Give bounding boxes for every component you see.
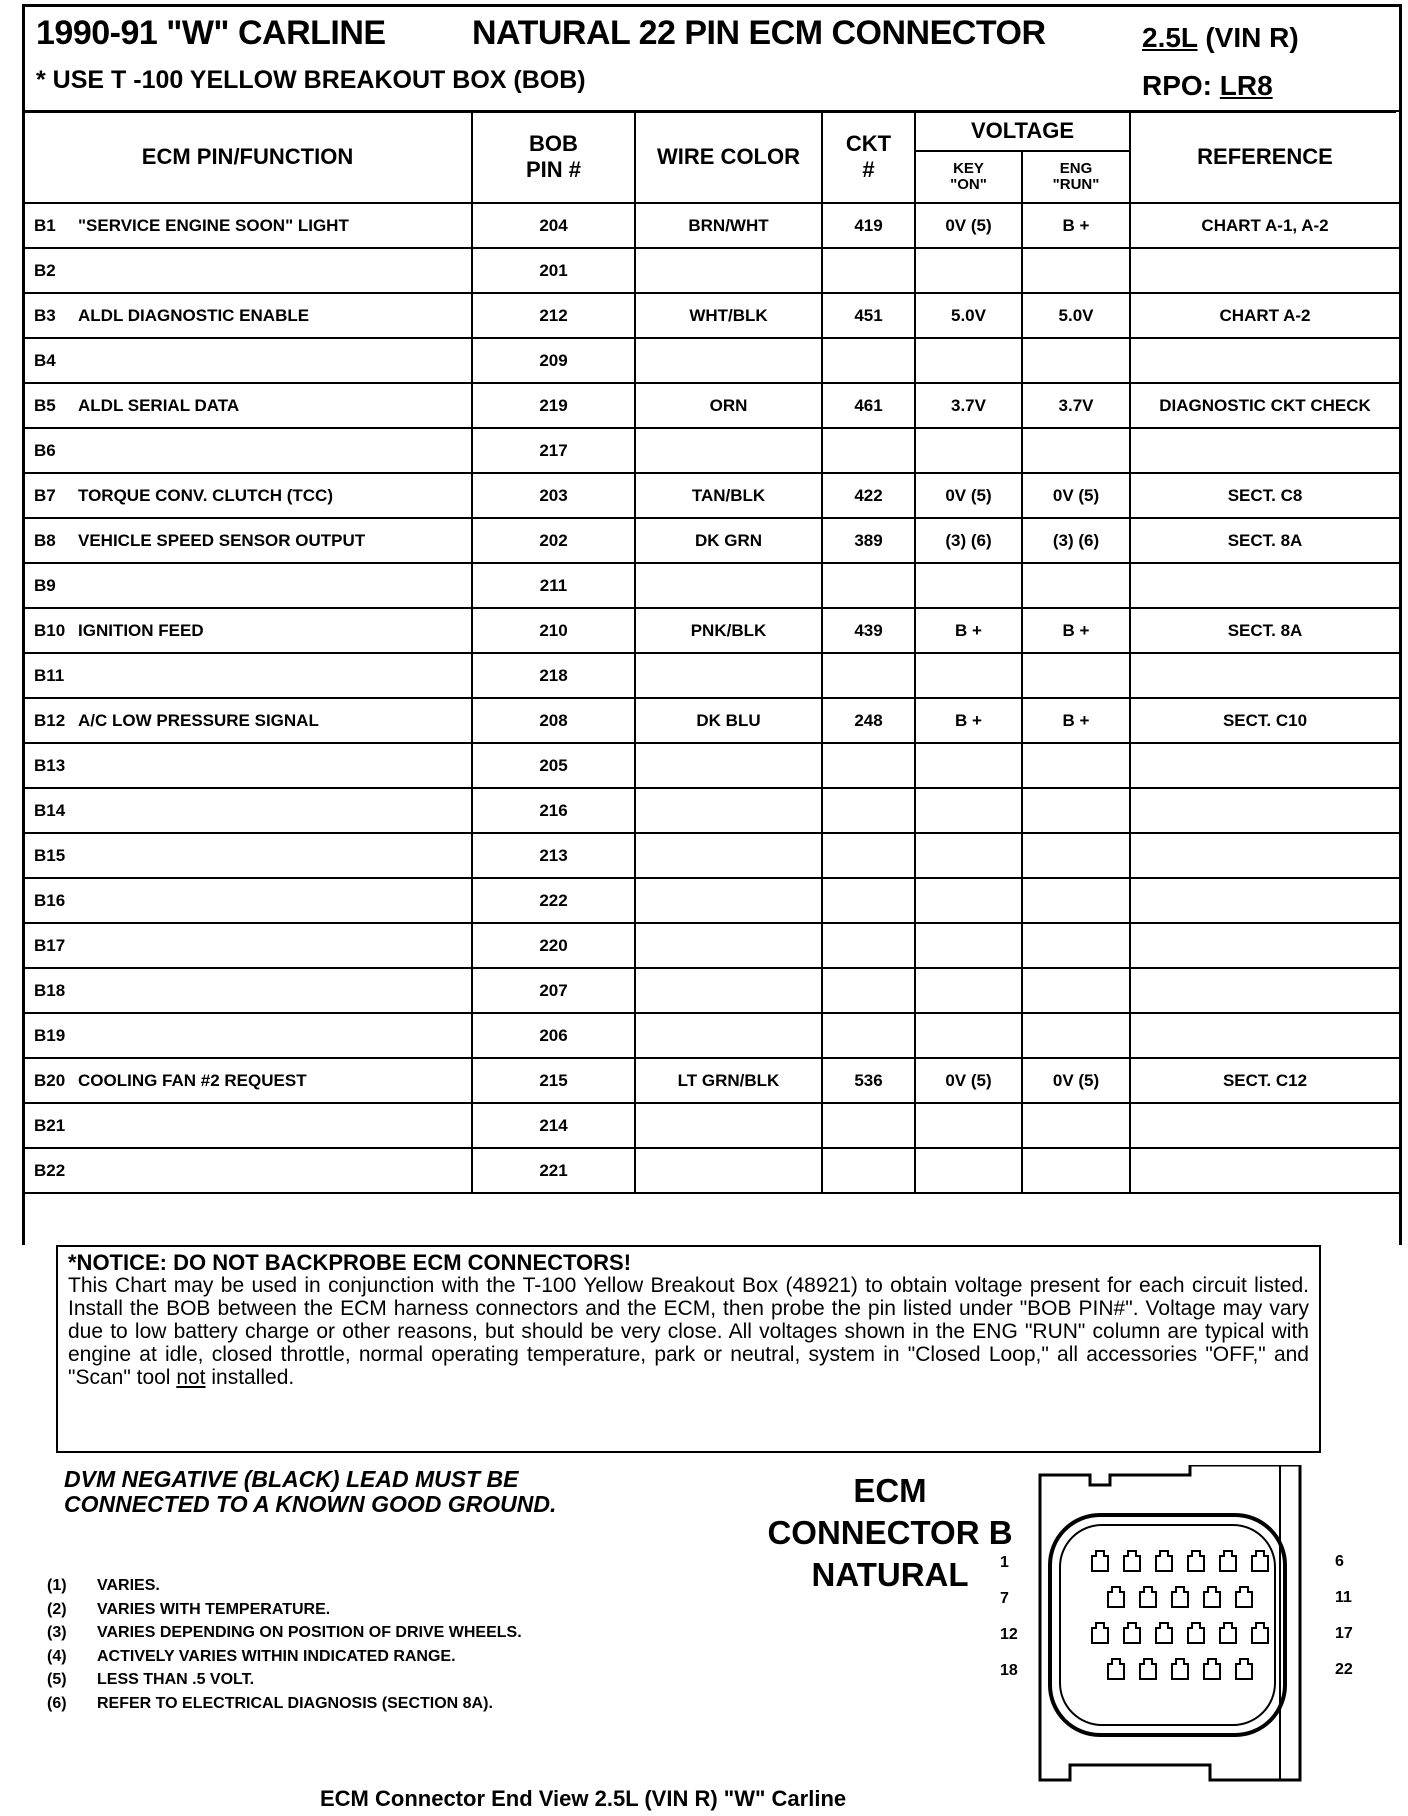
pin-table	[22, 110, 1401, 1194]
table-row	[23, 1058, 1400, 1103]
footnote: (2) VARIES WITH TEMPERATURE.	[47, 1600, 331, 1618]
cell-pin-function	[23, 248, 472, 293]
cell-ckt: 389	[822, 518, 915, 563]
pin-id: B17	[34, 935, 66, 955]
table-row	[23, 1013, 1400, 1058]
cell-ckt: 536	[822, 1058, 915, 1103]
pin-id: B10	[34, 620, 66, 640]
cell-run	[1022, 968, 1130, 1013]
col-function: ECM PIN/FUNCTION	[23, 111, 472, 203]
cell-pin-function	[23, 653, 472, 698]
connector-pin	[1172, 1587, 1188, 1607]
pin-function: "SERVICE ENGINE SOON" LIGHT	[78, 215, 349, 235]
pin-id: B21	[34, 1115, 66, 1135]
cell-key	[915, 338, 1022, 383]
cell-bob: 202	[472, 518, 635, 563]
cell-run: 3.7V	[1022, 383, 1130, 428]
cell-wire: DK BLU	[635, 698, 822, 743]
pin-id: B16	[34, 890, 66, 910]
cell-ref: CHART A-2	[1130, 293, 1400, 338]
table-row	[23, 1148, 1400, 1193]
pin-id: B22	[34, 1160, 66, 1180]
cell-wire: PNK/BLK	[635, 608, 822, 653]
cell-bob: 213	[472, 833, 635, 878]
pin-id: B13	[34, 755, 66, 775]
cell-bob: 222	[472, 878, 635, 923]
connector-pin	[1156, 1623, 1172, 1643]
col-key-on: KEY "ON"	[915, 151, 1022, 203]
cell-ref	[1130, 338, 1400, 383]
cell-pin-function	[23, 473, 472, 518]
cell-pin-function	[23, 1103, 472, 1148]
connector-pin	[1124, 1623, 1140, 1643]
cell-wire	[635, 878, 822, 923]
cell-wire: DK GRN	[635, 518, 822, 563]
cell-key	[915, 878, 1022, 923]
cell-key	[915, 248, 1022, 293]
cell-ref: SECT. C12	[1130, 1058, 1400, 1103]
cell-ckt	[822, 743, 915, 788]
vin-code: (VIN R)	[1205, 22, 1299, 53]
cell-ref	[1130, 248, 1400, 293]
title-connector: NATURAL 22 PIN ECM CONNECTOR	[472, 14, 1046, 52]
pin-label-left: 7	[1000, 1590, 1009, 1607]
table-row	[23, 383, 1400, 428]
cell-ckt	[822, 1148, 915, 1193]
pin-id: B3	[34, 305, 56, 325]
footnote: (5) LESS THAN .5 VOLT.	[47, 1671, 255, 1688]
cell-run	[1022, 743, 1130, 788]
connector-diagram	[980, 1465, 1320, 1785]
cell-bob: 219	[472, 383, 635, 428]
table-row	[23, 653, 1400, 698]
pin-function: TORQUE CONV. CLUTCH (TCC)	[78, 485, 333, 505]
cell-pin-function	[23, 1013, 472, 1058]
cell-run	[1022, 338, 1130, 383]
cell-ref: DIAGNOSTIC CKT CHECK	[1130, 383, 1400, 428]
col-wire-color: WIRE COLOR	[635, 111, 822, 203]
table-row	[23, 923, 1400, 968]
cell-ckt	[822, 1103, 915, 1148]
cell-run: 0V (5)	[1022, 473, 1130, 518]
cell-wire	[635, 338, 822, 383]
cell-bob: 209	[472, 338, 635, 383]
cell-run: 0V (5)	[1022, 1058, 1130, 1103]
cell-wire	[635, 788, 822, 833]
connector-pin	[1172, 1659, 1188, 1679]
cell-run	[1022, 1103, 1130, 1148]
table-row	[23, 608, 1400, 653]
table-body	[23, 203, 1400, 1193]
cell-ref	[1130, 563, 1400, 608]
col-bob-pin: BOB PIN #	[472, 111, 635, 203]
footnotes	[47, 1574, 522, 1715]
cell-wire: TAN/BLK	[635, 473, 822, 518]
connector-pin	[1108, 1659, 1124, 1679]
cell-ref	[1130, 833, 1400, 878]
connector-pin	[1204, 1659, 1220, 1679]
table-row	[23, 293, 1400, 338]
cell-pin-function	[23, 698, 472, 743]
cell-ref	[1130, 788, 1400, 833]
rpo	[1142, 70, 1273, 102]
connector-pin	[1236, 1587, 1252, 1607]
cell-bob: 201	[472, 248, 635, 293]
cell-bob: 208	[472, 698, 635, 743]
pin-id: B5	[34, 395, 56, 415]
cell-ref: SECT. 8A	[1130, 608, 1400, 653]
cell-pin-function	[23, 833, 472, 878]
pin-function: COOLING FAN #2 REQUEST	[78, 1070, 307, 1090]
cell-pin-function	[23, 1148, 472, 1193]
cell-pin-function	[23, 563, 472, 608]
cell-bob: 214	[472, 1103, 635, 1148]
pin-id: B2	[34, 260, 56, 280]
pin-id: B20	[34, 1070, 66, 1090]
cell-run	[1022, 1148, 1130, 1193]
cell-key	[915, 968, 1022, 1013]
table-row	[23, 968, 1400, 1013]
cell-ref	[1130, 1103, 1400, 1148]
footnote: (4) ACTIVELY VARIES WITHIN INDICATED RANGE.	[47, 1647, 456, 1665]
pin-id: B8	[34, 530, 56, 550]
pin-label-right: 11	[1335, 1589, 1352, 1606]
cell-key: B +	[915, 698, 1022, 743]
notice-box	[56, 1245, 1321, 1453]
cell-key: 0V (5)	[915, 473, 1022, 518]
pin-label-left: 12	[1000, 1626, 1018, 1643]
pin-function: ALDL DIAGNOSTIC ENABLE	[78, 305, 310, 325]
pin-function: A/C LOW PRESSURE SIGNAL	[78, 710, 319, 730]
cell-wire: WHT/BLK	[635, 293, 822, 338]
table-row	[23, 788, 1400, 833]
cell-ref	[1130, 923, 1400, 968]
cell-pin-function	[23, 203, 472, 248]
cell-pin-function	[23, 293, 472, 338]
connector-pin	[1092, 1623, 1108, 1643]
subtitle: * USE T -100 YELLOW BREAKOUT BOX (BOB)	[36, 66, 586, 94]
cell-pin-function	[23, 878, 472, 923]
cell-wire	[635, 653, 822, 698]
cell-run: B +	[1022, 698, 1130, 743]
cell-ckt	[822, 248, 915, 293]
cell-bob: 210	[472, 608, 635, 653]
cell-wire: LT GRN/BLK	[635, 1058, 822, 1103]
cell-ckt: 422	[822, 473, 915, 518]
cell-run: (3) (6)	[1022, 518, 1130, 563]
pin-id: B1	[34, 215, 56, 235]
cell-run: 5.0V	[1022, 293, 1130, 338]
cell-bob: 216	[472, 788, 635, 833]
cell-ckt	[822, 428, 915, 473]
connector-title: ECM CONNECTOR B NATURAL	[767, 1472, 1013, 1593]
connector-pin	[1220, 1551, 1236, 1571]
cell-run	[1022, 923, 1130, 968]
cell-pin-function	[23, 518, 472, 563]
pin-id: B7	[34, 485, 56, 505]
cell-ref: SECT. 8A	[1130, 518, 1400, 563]
cell-key	[915, 788, 1022, 833]
pin-id: B4	[34, 350, 56, 370]
cell-wire	[635, 923, 822, 968]
engine-size: 2.5L	[1142, 22, 1198, 53]
pin-id: B18	[34, 980, 66, 1000]
cell-run	[1022, 653, 1130, 698]
cell-pin-function	[23, 1058, 472, 1103]
connector-pin	[1108, 1587, 1124, 1607]
col-eng-run: ENG "RUN"	[1022, 151, 1130, 203]
connector-pin	[1204, 1587, 1220, 1607]
rpo-label: RPO:	[1142, 70, 1212, 101]
cell-ref	[1130, 1148, 1400, 1193]
cell-bob: 206	[472, 1013, 635, 1058]
connector-pin	[1124, 1551, 1140, 1571]
pin-label-right: 17	[1335, 1625, 1353, 1642]
connector-pin	[1140, 1587, 1156, 1607]
cell-ckt	[822, 563, 915, 608]
pin-id: B6	[34, 440, 56, 460]
pin-label-left: 1	[1000, 1554, 1009, 1571]
cell-bob: 207	[472, 968, 635, 1013]
dvm-warning: DVM NEGATIVE (BLACK) LEAD MUST BE CONNECTED TO A KNOWN GOOD GROUND.	[64, 1466, 557, 1517]
notice-heading: *NOTICE: DO NOT BACKPROBE ECM CONNECTORS!	[68, 1250, 632, 1275]
cell-bob: 217	[472, 428, 635, 473]
cell-pin-function	[23, 383, 472, 428]
cell-ckt	[822, 968, 915, 1013]
cell-pin-function	[23, 608, 472, 653]
caption: ECM Connector End View 2.5L (VIN R) "W" Carline	[320, 1786, 847, 1811]
cell-wire	[635, 1148, 822, 1193]
cell-ref	[1130, 878, 1400, 923]
pin-label-right: 6	[1335, 1553, 1344, 1570]
cell-ckt: 419	[822, 203, 915, 248]
pin-id: B11	[34, 665, 65, 685]
cell-key	[915, 428, 1022, 473]
cell-run: B +	[1022, 203, 1130, 248]
pin-id: B9	[34, 575, 56, 595]
cell-bob: 204	[472, 203, 635, 248]
col-ckt: CKT #	[822, 111, 915, 203]
title-carline: 1990-91 "W" CARLINE	[36, 14, 386, 52]
cell-wire: ORN	[635, 383, 822, 428]
col-reference: REFERENCE	[1130, 111, 1400, 203]
cell-ref	[1130, 1013, 1400, 1058]
pin-function: VEHICLE SPEED SENSOR OUTPUT	[78, 530, 366, 550]
cell-key	[915, 923, 1022, 968]
cell-pin-function	[23, 743, 472, 788]
engine-info	[1142, 22, 1299, 54]
cell-bob: 215	[472, 1058, 635, 1103]
table-row	[23, 698, 1400, 743]
table-row	[23, 338, 1400, 383]
table-row	[23, 473, 1400, 518]
cell-bob: 205	[472, 743, 635, 788]
connector-pin	[1188, 1623, 1204, 1643]
connector-pin	[1252, 1623, 1268, 1643]
cell-wire	[635, 833, 822, 878]
cell-wire: BRN/WHT	[635, 203, 822, 248]
connector-pin	[1252, 1551, 1268, 1571]
cell-ckt	[822, 833, 915, 878]
connector-pin	[1220, 1623, 1236, 1643]
cell-ckt	[822, 1013, 915, 1058]
cell-key	[915, 563, 1022, 608]
cell-bob: 203	[472, 473, 635, 518]
cell-ref	[1130, 428, 1400, 473]
cell-bob: 218	[472, 653, 635, 698]
cell-ckt	[822, 788, 915, 833]
table-row	[23, 203, 1400, 248]
cell-wire	[635, 563, 822, 608]
connector-pin	[1236, 1659, 1252, 1679]
cell-ref: CHART A-1, A-2	[1130, 203, 1400, 248]
connector-pin	[1188, 1551, 1204, 1571]
cell-wire	[635, 743, 822, 788]
cell-key	[915, 653, 1022, 698]
cell-key	[915, 1148, 1022, 1193]
connector-pin	[1140, 1659, 1156, 1679]
cell-key: 5.0V	[915, 293, 1022, 338]
cell-key: (3) (6)	[915, 518, 1022, 563]
pin-label-right: 22	[1335, 1661, 1353, 1678]
cell-ckt	[822, 653, 915, 698]
table-row	[23, 833, 1400, 878]
cell-wire	[635, 1103, 822, 1148]
pin-id: B12	[34, 710, 66, 730]
pin-function: IGNITION FEED	[78, 620, 204, 640]
cell-key	[915, 743, 1022, 788]
cell-key: B +	[915, 608, 1022, 653]
cell-bob: 221	[472, 1148, 635, 1193]
cell-ckt	[822, 878, 915, 923]
cell-run	[1022, 248, 1130, 293]
cell-ref	[1130, 743, 1400, 788]
cell-ckt: 451	[822, 293, 915, 338]
cell-ref: SECT. C10	[1130, 698, 1400, 743]
table-row	[23, 428, 1400, 473]
table-row	[23, 878, 1400, 923]
cell-wire	[635, 428, 822, 473]
connector-pin	[1156, 1551, 1172, 1571]
table-row	[23, 518, 1400, 563]
cell-pin-function	[23, 788, 472, 833]
cell-pin-function	[23, 968, 472, 1013]
footnote: (1) VARIES.	[47, 1577, 160, 1594]
cell-key	[915, 833, 1022, 878]
cell-run	[1022, 428, 1130, 473]
cell-ckt: 461	[822, 383, 915, 428]
pin-label-left: 18	[1000, 1662, 1018, 1679]
cell-pin-function	[23, 338, 472, 383]
cell-key	[915, 1013, 1022, 1058]
connector-pin	[1092, 1551, 1108, 1571]
cell-ckt	[822, 338, 915, 383]
cell-wire	[635, 968, 822, 1013]
cell-ref	[1130, 653, 1400, 698]
table-row	[23, 563, 1400, 608]
cell-ckt: 248	[822, 698, 915, 743]
notice-body: This Chart may be used in conjunction with the T-100 Yellow Breakout Box (48921) to obtain voltage present for each circuit listed. Install the BOB between the ECM harness connectors and the ECM, then probe the pin listed under "BOB PIN#". Voltage may vary due to low battery charge or other reasons, but should be very close. All voltages shown in the ENG "RUN" column are typical with engine at idle, closed throttle, normal operating temperature, park or neutral, system in "Closed Loop," all accessories "OFF," and "Scan" tool not installed.	[68, 1274, 1309, 1389]
cell-ref	[1130, 968, 1400, 1013]
cell-ckt	[822, 923, 915, 968]
cell-bob: 211	[472, 563, 635, 608]
cell-run	[1022, 878, 1130, 923]
footnote: (6) REFER TO ELECTRICAL DIAGNOSIS (SECTION 8A).	[47, 1694, 493, 1712]
cell-pin-function	[23, 923, 472, 968]
cell-ref: SECT. C8	[1130, 473, 1400, 518]
header	[22, 4, 1396, 113]
pin-id: B15	[34, 845, 66, 865]
cell-pin-function	[23, 428, 472, 473]
cell-wire	[635, 248, 822, 293]
cell-key: 0V (5)	[915, 1058, 1022, 1103]
footnote: (3) VARIES DEPENDING ON POSITION OF DRIVE WHEELS.	[47, 1624, 522, 1641]
cell-key: 0V (5)	[915, 203, 1022, 248]
pin-id: B14	[34, 800, 66, 820]
table-row	[23, 1103, 1400, 1148]
cell-bob: 212	[472, 293, 635, 338]
pin-function: ALDL SERIAL DATA	[78, 395, 240, 415]
cell-run: B +	[1022, 608, 1130, 653]
cell-run	[1022, 788, 1130, 833]
pin-id: B19	[34, 1025, 66, 1045]
cell-ckt: 439	[822, 608, 915, 653]
cell-key	[915, 1103, 1022, 1148]
table-row	[23, 248, 1400, 293]
cell-bob: 220	[472, 923, 635, 968]
cell-wire	[635, 1013, 822, 1058]
cell-run	[1022, 563, 1130, 608]
table-row	[23, 743, 1400, 788]
cell-run	[1022, 833, 1130, 878]
cell-key: 3.7V	[915, 383, 1022, 428]
col-voltage: VOLTAGE	[915, 111, 1130, 151]
cell-run	[1022, 1013, 1130, 1058]
rpo-value: LR8	[1219, 70, 1273, 101]
